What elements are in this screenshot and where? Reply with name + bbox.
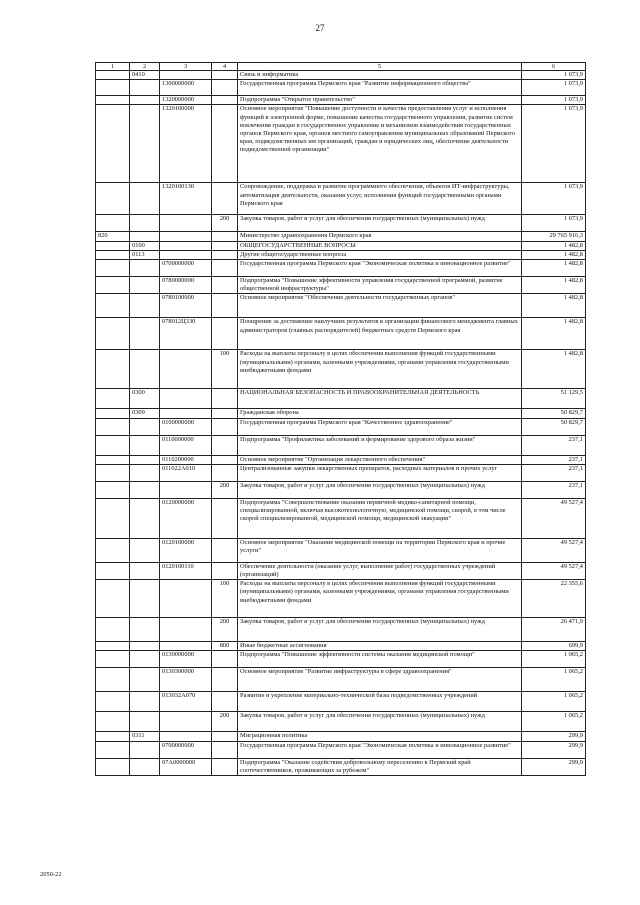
amount-cell: 1 073,9 [522,105,586,183]
grbs-code-cell [96,435,130,455]
description-cell: Подпрограмма "Профилактика заболеваний и формирование здорового образа жизни" [238,435,522,455]
grbs-code-cell [96,318,130,350]
table-row [96,668,586,692]
target-article-cell [160,642,212,651]
expense-type-cell [212,732,238,741]
description-cell: Государственная программа Пермского края "Развитие информационного общества" [238,80,522,96]
table-row [96,712,586,732]
target-article-cell [160,409,212,418]
description-cell: Основное мероприятие "Обеспечение деятельности государственных органов" [238,294,522,318]
table-row [96,651,586,668]
header-cell: 4 [212,63,238,71]
target-article-cell: 013032А070 [160,692,212,712]
target-article-cell: 0100000000 [160,418,212,435]
table-row [96,294,586,318]
expense-type-cell [212,318,238,350]
amount-cell: 1 482,8 [522,318,586,350]
grbs-code-cell [96,350,130,389]
amount-cell: 51 129,5 [522,389,586,409]
section-code-cell [130,215,160,232]
amount-cell: 26 471,9 [522,618,586,642]
section-code-cell [130,277,160,294]
table-row [96,183,586,215]
expense-type-cell [212,538,238,562]
section-code-cell [130,294,160,318]
description-cell: Подпрограмма "Совершенствование оказания первичной медико-санитарной помощи, специализированной, включая высокотехнологичную, медицинской помощи, скорой, в том числе скорой специализированной, медицинской помощи, медицинской эвакуации" [238,498,522,538]
description-cell: Расходы на выплаты персоналу в целях обеспечения выполнения функций государственными (муниципальными) органами, казенными учреждениями, органами управления государственными внебюджетными фондами [238,580,522,618]
table-row [96,418,586,435]
table-row [96,538,586,562]
section-code-cell [130,350,160,389]
grbs-code-cell [96,712,130,732]
amount-cell: 237,1 [522,464,586,481]
amount-cell: 50 829,7 [522,418,586,435]
section-code-cell [130,260,160,277]
grbs-code-cell [96,250,130,259]
target-article-cell: 0700000000 [160,741,212,758]
amount-cell: 237,1 [522,455,586,464]
expense-type-cell [212,96,238,105]
table-header-row [96,63,586,71]
description-cell: Закупка товаров, работ и услуг для обеспечения государственных (муниципальных) нужд [238,215,522,232]
expense-type-cell [212,418,238,435]
description-cell: Закупка товаров, работ и услуг для обеспечения государственных (муниципальных) нужд [238,481,522,498]
amount-cell: 1 482,8 [522,250,586,259]
grbs-code-cell [96,215,130,232]
target-article-cell: 011022А010 [160,464,212,481]
table-row [96,105,586,183]
table-row [96,409,586,418]
target-article-cell: 1320100130 [160,183,212,215]
description-cell: Гражданская оборона [238,409,522,418]
description-cell: Основное мероприятие "Развитие инфраструктуры в сфере здравоохранения" [238,668,522,692]
expense-type-cell [212,80,238,96]
grbs-code-cell [96,668,130,692]
table-row [96,642,586,651]
expense-type-cell: 200 [212,712,238,732]
target-article-cell: 07А0000000 [160,758,212,775]
section-code-cell [130,538,160,562]
target-article-cell: 0130000000 [160,651,212,668]
section-code-cell: 0100 [130,241,160,250]
grbs-code-cell [96,498,130,538]
table-row [96,277,586,294]
section-code-cell [130,741,160,758]
expense-type-cell: 100 [212,350,238,389]
grbs-code-cell [96,758,130,775]
amount-cell: 1 482,8 [522,277,586,294]
section-code-cell [130,80,160,96]
table-row [96,618,586,642]
table-row [96,71,586,80]
description-cell: Государственная программа Пермского края "Экономическая политика и инновационное развитие" [238,741,522,758]
section-code-cell: 0309 [130,409,160,418]
expense-type-cell [212,455,238,464]
section-code-cell [130,758,160,775]
section-code-cell [130,668,160,692]
target-article-cell [160,350,212,389]
amount-cell: 1 482,8 [522,350,586,389]
target-article-cell: 0110000000 [160,435,212,455]
grbs-code-cell [96,389,130,409]
amount-cell: 1 482,8 [522,260,586,277]
target-article-cell: 0780100000 [160,294,212,318]
expense-type-cell [212,277,238,294]
section-code-cell [130,692,160,712]
expense-type-cell [212,183,238,215]
expense-type-cell [212,71,238,80]
header-cell: 3 [160,63,212,71]
target-article-cell: 0120100000 [160,538,212,562]
amount-cell: 49 527,4 [522,562,586,579]
expense-type-cell: 200 [212,215,238,232]
description-cell: Министерство здравоохранения Пермского края [238,232,522,241]
header-cell: 6 [522,63,586,71]
section-code-cell [130,712,160,732]
table-row [96,481,586,498]
table-row [96,464,586,481]
amount-cell: 29 765 916,3 [522,232,586,241]
description-cell: Обеспечение деятельности (оказание услуг, выполнение работ) государственных учреждений (организаций) [238,562,522,579]
description-cell: Развитие и укрепление материально-технической базы подведомственных учреждений [238,692,522,712]
section-code-cell [130,642,160,651]
table-row [96,562,586,579]
expense-type-cell [212,562,238,579]
amount-cell: 1 073,9 [522,183,586,215]
expense-type-cell [212,651,238,668]
target-article-cell [160,389,212,409]
amount-cell: 1 073,9 [522,96,586,105]
table-row [96,498,586,538]
description-cell: Подпрограмма "Повышение эффективности системы оказания медицинской помощи" [238,651,522,668]
description-cell: Основное мероприятие "Оказание медицинской помощи на территории Пермского края и прочие услуги" [238,538,522,562]
section-code-cell [130,418,160,435]
grbs-code-cell [96,562,130,579]
page-number: 27 [315,23,325,33]
grbs-code-cell [96,642,130,651]
amount-cell: 22 355,6 [522,580,586,618]
target-article-cell [160,250,212,259]
target-article-cell: 0700000000 [160,260,212,277]
description-cell: НАЦИОНАЛЬНАЯ БЕЗОПАСНОСТЬ И ПРАВООХРАНИТЕЛЬНАЯ ДЕЯТЕЛЬНОСТЬ [238,389,522,409]
expense-type-cell: 100 [212,580,238,618]
amount-cell: 1 065,2 [522,712,586,732]
amount-cell: 1 482,8 [522,241,586,250]
table-row [96,250,586,259]
target-article-cell: 0120100110 [160,562,212,579]
expense-type-cell [212,105,238,183]
description-cell: Поощрение за достижение наилучших результатов в организации финансового менеджмента главных администраторов (главных распорядителей) бюджетных средств Пермского края [238,318,522,350]
amount-cell: 1 065,2 [522,692,586,712]
grbs-code-cell [96,580,130,618]
table-row [96,350,586,389]
amount-cell: 1 073,9 [522,71,586,80]
amount-cell: 299,9 [522,741,586,758]
target-article-cell: 0130300000 [160,668,212,692]
amount-cell: 1 073,9 [522,215,586,232]
target-article-cell: 1300000000 [160,80,212,96]
expense-type-cell [212,250,238,259]
amount-cell: 49 527,4 [522,538,586,562]
target-article-cell [160,232,212,241]
grbs-code-cell [96,260,130,277]
section-code-cell [130,481,160,498]
footer-document-code: 2050-22 [40,871,62,878]
section-code-cell [130,580,160,618]
grbs-code-cell [96,80,130,96]
header-cell: 5 [238,63,522,71]
description-cell: Основное мероприятие "Повышение доступности и качества предоставления услуг и исполнения функций в электронной форме, повышение качества государственного управления, развитие систем вовлечения граждан в государственное управление и механизмов взаимодействия государственных органов Пермского края, органов местного самоуправления муниципальных образований Пермского края, подведомственных им организаций, граждан и юридических лиц, обеспечение деятельности подведомственной организации" [238,105,522,183]
table-row [96,758,586,775]
section-code-cell [130,562,160,579]
table-row [96,732,586,741]
amount-cell: 1 073,9 [522,80,586,96]
section-code-cell [130,618,160,642]
description-cell: ОБЩЕГОСУДАРСТВЕННЫЕ ВОПРОСЫ [238,241,522,250]
description-cell: Расходы на выплаты персоналу в целях обеспечения выполнения функций государственными (муниципальными) органами, казенными учреждениями, органами управления государственными внебюджетными фондами [238,350,522,389]
section-code-cell [130,651,160,668]
target-article-cell: 1320000000 [160,96,212,105]
grbs-code-cell [96,71,130,80]
section-code-cell [130,105,160,183]
description-cell: Связь и информатика [238,71,522,80]
description-cell: Государственная программа Пермского края "Качественное здравоохранение" [238,418,522,435]
grbs-code-cell [96,538,130,562]
section-code-cell [130,96,160,105]
grbs-code-cell [96,105,130,183]
table-row [96,435,586,455]
grbs-code-cell [96,481,130,498]
target-article-cell: 0110200000 [160,455,212,464]
expense-type-cell: 200 [212,481,238,498]
grbs-code-cell [96,651,130,668]
section-code-cell: 0410 [130,71,160,80]
target-article-cell [160,71,212,80]
grbs-code-cell [96,692,130,712]
grbs-code-cell [96,464,130,481]
description-cell: Закупка товаров, работ и услуг для обеспечения государственных (муниципальных) нужд [238,618,522,642]
table-row [96,580,586,618]
budget-table [95,62,586,776]
table-row [96,318,586,350]
description-cell: Иные бюджетные ассигнования [238,642,522,651]
grbs-code-cell [96,732,130,741]
target-article-cell [160,241,212,250]
expense-type-cell [212,435,238,455]
amount-cell: 50 829,7 [522,409,586,418]
amount-cell: 1 065,2 [522,668,586,692]
table-row [96,692,586,712]
table-row [96,96,586,105]
description-cell: Подпрограмма "Повышение эффективности управления государственной программой, развитие общественной инфраструктуры" [238,277,522,294]
expense-type-cell [212,260,238,277]
table-row [96,215,586,232]
target-article-cell [160,618,212,642]
table-row [96,232,586,241]
expense-type-cell [212,498,238,538]
section-code-cell: 0300 [130,389,160,409]
amount-cell: 299,9 [522,758,586,775]
description-cell: Централизованные закупки лекарственных препаратов, расходных материалов и прочих услуг [238,464,522,481]
table-row [96,389,586,409]
amount-cell: 49 527,4 [522,498,586,538]
target-article-cell [160,732,212,741]
amount-cell: 1 482,8 [522,294,586,318]
description-cell: Сопровождение, поддержка и развитие программного обеспечения, объектов ИТ-инфраструктуры, автоматизация деятельности, оказания услуг, исполнения функций государственными органами Пермского края [238,183,522,215]
amount-cell: 699,9 [522,642,586,651]
grbs-code-cell [96,277,130,294]
target-article-cell: 0120000000 [160,498,212,538]
description-cell: Закупка товаров, работ и услуг для обеспечения государственных (муниципальных) нужд [238,712,522,732]
description-cell: Другие общегосударственные вопросы [238,250,522,259]
section-code-cell [130,183,160,215]
amount-cell: 299,9 [522,732,586,741]
grbs-code-cell [96,741,130,758]
section-code-cell [130,464,160,481]
amount-cell: 1 065,2 [522,651,586,668]
grbs-code-cell [96,241,130,250]
expense-type-cell [212,741,238,758]
expense-type-cell [212,294,238,318]
expense-type-cell [212,758,238,775]
grbs-code-cell [96,294,130,318]
grbs-code-cell [96,455,130,464]
section-code-cell [130,232,160,241]
expense-type-cell [212,464,238,481]
expense-type-cell [212,232,238,241]
grbs-code-cell [96,418,130,435]
table-row [96,741,586,758]
target-article-cell: 1320100000 [160,105,212,183]
target-article-cell: 0780000000 [160,277,212,294]
expense-type-cell: 800 [212,642,238,651]
section-code-cell [130,498,160,538]
expense-type-cell [212,409,238,418]
description-cell: Миграционная политика [238,732,522,741]
expense-type-cell [212,389,238,409]
amount-cell: 237,1 [522,435,586,455]
grbs-code-cell [96,183,130,215]
description-cell: Подпрограмма "Открытое правительство" [238,96,522,105]
target-article-cell [160,215,212,232]
grbs-code-cell [96,409,130,418]
section-code-cell [130,318,160,350]
expense-type-cell [212,668,238,692]
grbs-code-cell: 820 [96,232,130,241]
target-article-cell: 078012Ц330 [160,318,212,350]
expense-type-cell [212,692,238,712]
section-code-cell [130,455,160,464]
section-code-cell: 0311 [130,732,160,741]
target-article-cell [160,481,212,498]
section-code-cell [130,435,160,455]
table-row [96,260,586,277]
target-article-cell [160,712,212,732]
grbs-code-cell [96,618,130,642]
table-row [96,455,586,464]
table-row [96,80,586,96]
header-cell: 2 [130,63,160,71]
target-article-cell [160,580,212,618]
description-cell: Основное мероприятие "Организация лекарственного обеспечения" [238,455,522,464]
description-cell: Подпрограмма "Оказание содействия добровольному переселению в Пермский край соотечественников, проживающих за рубежом" [238,758,522,775]
table-row [96,241,586,250]
grbs-code-cell [96,96,130,105]
amount-cell: 237,1 [522,481,586,498]
description-cell: Государственная программа Пермского края "Экономическая политика и инновационное развитие" [238,260,522,277]
expense-type-cell: 200 [212,618,238,642]
budget-table-container [95,62,585,776]
section-code-cell: 0113 [130,250,160,259]
header-cell: 1 [96,63,130,71]
expense-type-cell [212,241,238,250]
